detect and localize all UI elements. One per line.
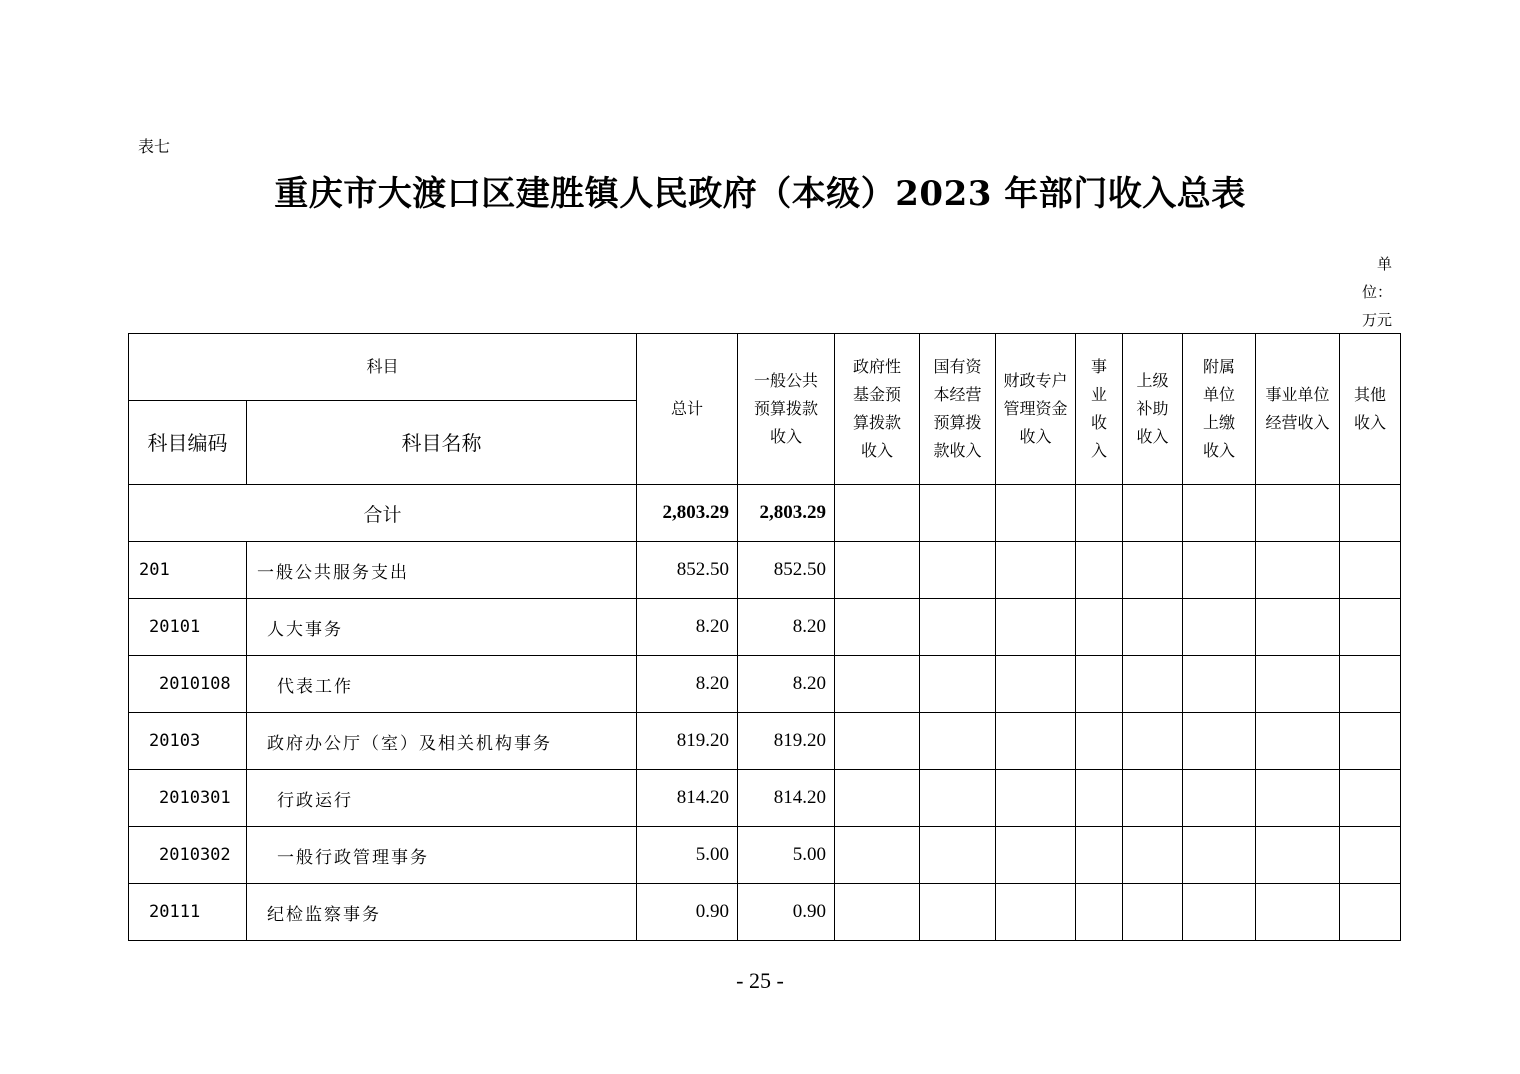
header-special-account: 财政专户管理资金收入 xyxy=(996,334,1076,485)
row-code: 20103 xyxy=(129,713,247,770)
header-other: 其他收入 xyxy=(1340,334,1401,485)
table-row xyxy=(129,542,1401,599)
row-code: 2010301 xyxy=(129,770,247,827)
row-general: 8.20 xyxy=(738,599,835,656)
total-row xyxy=(129,485,1401,542)
row-general: 8.20 xyxy=(738,656,835,713)
row-name: 一般公共服务支出 xyxy=(247,542,637,599)
total-label: 合计 xyxy=(129,485,637,542)
row-code: 20101 xyxy=(129,599,247,656)
total-general: 2,803.29 xyxy=(738,485,835,542)
income-table xyxy=(128,333,1401,941)
row-name: 代表工作 xyxy=(247,656,637,713)
total-total: 2,803.29 xyxy=(637,485,738,542)
table-row xyxy=(129,884,1401,941)
page-title: 重庆市大渡口区建胜镇人民政府（本级）2023 年部门收入总表 xyxy=(274,174,1246,214)
row-general: 852.50 xyxy=(738,542,835,599)
row-name: 人大事务 xyxy=(247,599,637,656)
row-code: 20111 xyxy=(129,884,247,941)
header-subsidy: 上级补助收入 xyxy=(1123,334,1183,485)
header-state-capital: 国有资本经营预算拨款收入 xyxy=(920,334,996,485)
header-business-ops: 事业单位经营收入 xyxy=(1256,334,1340,485)
table-row xyxy=(129,656,1401,713)
unit-label xyxy=(1352,250,1392,334)
header-general-budget: 一般公共预算拨款收入 xyxy=(738,334,835,485)
row-total: 5.00 xyxy=(637,827,738,884)
unit-label-line-2: 位： xyxy=(1361,283,1392,301)
header-row-1 xyxy=(129,334,1401,401)
row-general: 819.20 xyxy=(738,713,835,770)
row-total: 8.20 xyxy=(637,656,738,713)
header-name: 科目名称 xyxy=(247,401,637,485)
row-name: 政府办公厅（室）及相关机构事务 xyxy=(247,713,637,770)
row-general: 0.90 xyxy=(738,884,835,941)
header-gov-fund: 政府性基金预算拨款收入 xyxy=(835,334,920,485)
row-total: 8.20 xyxy=(637,599,738,656)
page-number: - 25 - xyxy=(736,968,784,993)
row-total: 819.20 xyxy=(637,713,738,770)
row-code: 2010302 xyxy=(129,827,247,884)
table-row xyxy=(129,827,1401,884)
table-row xyxy=(129,599,1401,656)
row-total: 0.90 xyxy=(637,884,738,941)
unit-label-line-1: 单 xyxy=(1376,255,1392,273)
row-general: 5.00 xyxy=(738,827,835,884)
row-total: 814.20 xyxy=(637,770,738,827)
table-label: 表七 xyxy=(138,137,171,156)
table-row xyxy=(129,713,1401,770)
row-code: 2010108 xyxy=(129,656,247,713)
header-total: 总计 xyxy=(637,334,738,485)
row-code: 201 xyxy=(129,542,247,599)
header-code: 科目编码 xyxy=(129,401,247,485)
row-general: 814.20 xyxy=(738,770,835,827)
row-name: 纪检监察事务 xyxy=(247,884,637,941)
unit-label-line-3: 万元 xyxy=(1361,311,1392,329)
header-affiliated: 附属单位上缴收入 xyxy=(1183,334,1256,485)
row-name: 行政运行 xyxy=(247,770,637,827)
table-row xyxy=(129,770,1401,827)
header-business-income: 事业收入 xyxy=(1076,334,1123,485)
header-subject: 科目 xyxy=(129,334,637,401)
row-name: 一般行政管理事务 xyxy=(247,827,637,884)
row-total: 852.50 xyxy=(637,542,738,599)
